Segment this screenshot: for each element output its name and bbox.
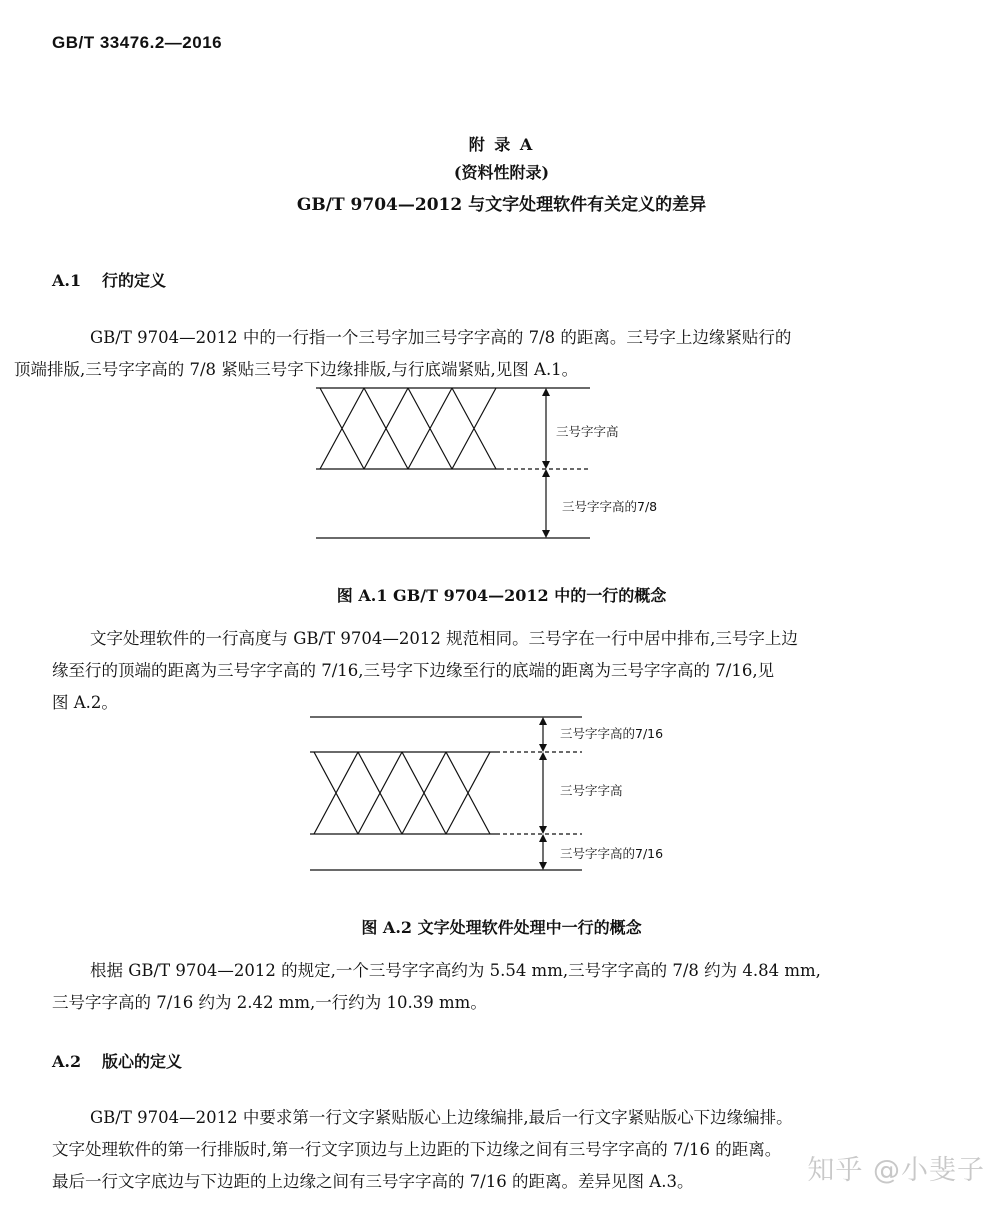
- paragraph-line: 根据 GB/T 9704—2012 的规定,一个三号字字高约为 5.54 mm,三号字字高的 7/8 约为 4.84 mm,: [90, 961, 821, 980]
- section-title: 版心的定义: [102, 1052, 183, 1071]
- paragraph-line: 缘至行的顶端的距离为三号字字高的 7/16,三号字下边缘至行的底端的距离为三号字字高的 7/16,见: [52, 661, 775, 680]
- section-number: A.1: [52, 271, 82, 290]
- paragraph-1: [14, 322, 932, 386]
- figure-a2-diagram: [300, 712, 700, 877]
- paragraph-line: GB/T 9704—2012 中的一行指一个三号字加三号字字高的 7/8 的距离。三号字上边缘紧贴行的: [90, 328, 792, 347]
- paragraph-3: [52, 955, 932, 1019]
- section-title: 行的定义: [102, 271, 167, 290]
- paragraph-line: 图 A.2。: [52, 693, 118, 712]
- section-heading-a1: [52, 268, 166, 291]
- standard-number: GB/T 33476.2—2016: [52, 33, 223, 52]
- appendix-heading: GB/T 9704—2012 与文字处理软件有关定义的差异: [296, 195, 707, 215]
- section-number: A.2: [52, 1052, 82, 1071]
- paragraph-line: 文字处理软件的第一行排版时,第一行文字顶边与上边距的下边缘之间有三号字字高的 7/16 的距离。: [52, 1140, 782, 1159]
- figure-a1-caption: 图 A.1 GB/T 9704—2012 中的一行的概念: [336, 586, 667, 605]
- appendix-title: 附 录 A: [468, 135, 535, 154]
- paragraph-4: [52, 1102, 932, 1198]
- appendix-subtitle: (资料性附录): [453, 163, 550, 182]
- paragraph-line: 最后一行文字底边与下边距的上边缘之间有三号字字高的 7/16 的距离。差异见图 A.3。: [52, 1172, 694, 1191]
- figure-a2-label-bottom: 三号字字高的7/16: [560, 846, 664, 861]
- paragraph-2: [52, 623, 932, 719]
- paragraph-line: 文字处理软件的一行高度与 GB/T 9704—2012 规范相同。三号字在一行中居中排布,三号字上边: [90, 629, 798, 648]
- figure-a2-label-top: 三号字字高的7/16: [560, 726, 664, 741]
- paragraph-line: 顶端排版,三号字字高的 7/8 紧贴三号字下边缘排版,与行底端紧贴,见图 A.1。: [14, 360, 579, 379]
- figure-a2-caption: 图 A.2 文字处理软件处理中一行的概念: [361, 918, 642, 937]
- figure-a1-label-bottom: 三号字字高的7/8: [562, 499, 658, 514]
- figure-a1-label-top: 三号字字高: [556, 424, 619, 439]
- paragraph-line: 三号字字高的 7/16 约为 2.42 mm,一行约为 10.39 mm。: [52, 993, 487, 1012]
- figure-a2-label-mid: 三号字字高: [560, 783, 623, 798]
- section-heading-a2: [52, 1049, 182, 1072]
- paragraph-line: GB/T 9704—2012 中要求第一行文字紧贴版心上边缘编排,最后一行文字紧贴版心下边缘编排。: [90, 1108, 793, 1127]
- figure-a1-diagram: [300, 384, 700, 544]
- watermark: 知乎 @小斐子: [807, 1155, 985, 1186]
